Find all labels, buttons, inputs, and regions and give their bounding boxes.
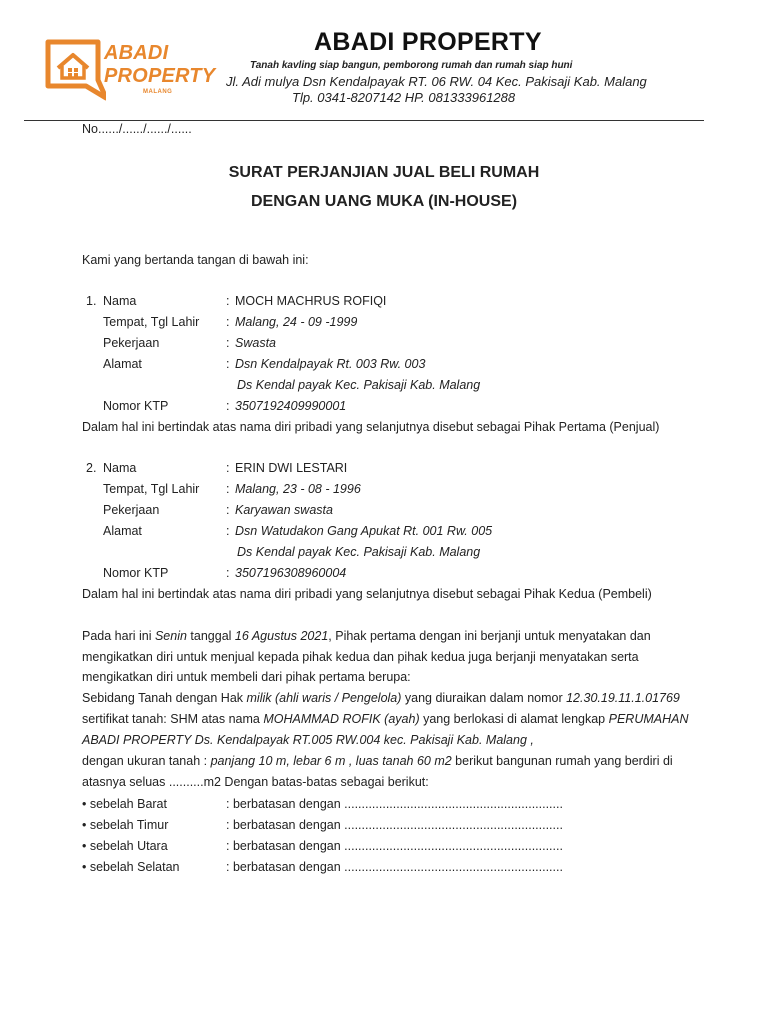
field-colon: : — [226, 336, 230, 350]
header-divider — [24, 120, 704, 121]
field-colon: : — [226, 566, 230, 580]
party-number: 2. — [86, 461, 97, 475]
document-number: No....../....../....../...... — [82, 122, 192, 136]
field-value: Malang, 23 - 08 - 1996 — [235, 482, 361, 496]
border-value: : berbatasan dengan ............................................................... — [226, 860, 563, 874]
intro-text: Kami yang bertanda tangan di bawah ini: — [82, 253, 309, 267]
field-value: Dsn Kendalpayak Rt. 003 Rw. 003 — [235, 357, 426, 371]
field-label: Alamat — [103, 524, 142, 538]
house-icon — [42, 38, 106, 102]
field-label: Nomor KTP — [103, 399, 169, 413]
field-label: Pekerjaan — [103, 503, 160, 517]
logo-subtext: MALANG — [143, 89, 173, 95]
party1-statement: Dalam hal ini bertindak atas nama diri pribadi yang selanjutnya disebut sebagai Pihak Pertama (Penjual) — [82, 420, 660, 434]
field-value: Ds Kendal payak Kec. Pakisaji Kab. Malang — [237, 378, 481, 392]
field-value: 3507192409990001 — [235, 399, 347, 413]
field-label: Tempat, Tgl Lahir — [103, 315, 200, 329]
field-label: Nomor KTP — [103, 566, 169, 580]
field-colon: : — [226, 482, 230, 496]
party2-statement: Dalam hal ini bertindak atas nama diri pribadi yang selanjutnya disebut sebagai Pihak Kedua (Pembeli) — [82, 587, 652, 601]
field-label: Alamat — [103, 357, 142, 371]
field-value: Dsn Watudakon Gang Apukat Rt. 001 Rw. 005 — [235, 524, 493, 538]
border-value: : berbatasan dengan ............................................................... — [226, 839, 563, 853]
field-label: Nama — [103, 294, 137, 308]
body-line: mengikatkan diri untuk membeli dari pihak pertama berupa: — [82, 670, 411, 684]
field-colon: : — [226, 461, 230, 475]
border-label: • sebelah Timur — [82, 818, 169, 832]
border-value: : berbatasan dengan ............................................................... — [226, 797, 563, 811]
border-label: • sebelah Selatan — [82, 860, 180, 874]
company-logo — [42, 38, 222, 102]
field-colon: : — [226, 294, 230, 308]
field-label: Pekerjaan — [103, 336, 160, 350]
body-line: Pada hari ini Senin tanggal 16 Agustus 2021, Pihak pertama dengan ini berjanji untuk menyatakan dan — [82, 629, 651, 643]
company-phone: Tlp. 0341-8207142 HP. 081333961288 — [292, 90, 516, 105]
field-value: Karyawan swasta — [235, 503, 333, 517]
field-label: Nama — [103, 461, 137, 475]
border-label: • sebelah Utara — [82, 839, 168, 853]
field-value: 3507196308960004 — [235, 566, 347, 580]
field-value: Ds Kendal payak Kec. Pakisaji Kab. Malang — [237, 545, 481, 559]
field-colon: : — [226, 357, 230, 371]
border-value: : berbatasan dengan ............................................................... — [226, 818, 563, 832]
body-line: Sebidang Tanah dengan Hak milik (ahli waris / Pengelola) yang diuraikan dalam nomor 12.30.19.11.1.01769 — [82, 691, 680, 705]
body-line: sertifikat tanah: SHM atas nama MOHAMMAD ROFIK (ayah) yang berlokasi di alamat lengkap PERUMAHAN — [82, 712, 689, 726]
company-address: Jl. Adi mulya Dsn Kendalpayak RT. 06 RW. 04 Kec. Pakisaji Kab. Malang — [226, 74, 647, 89]
border-label: • sebelah Barat — [82, 797, 167, 811]
field-colon: : — [226, 315, 230, 329]
field-colon: : — [226, 399, 230, 413]
field-value: ERIN DWI LESTARI — [235, 461, 348, 475]
party-number: 1. — [86, 294, 97, 308]
field-value: Swasta — [235, 336, 276, 350]
body-line: mengikatkan diri untuk menjual kepada pihak kedua dan pihak kedua juga berjanji menyatakan serta — [82, 650, 639, 664]
field-label: Tempat, Tgl Lahir — [103, 482, 200, 496]
field-value: MOCH MACHRUS ROFIQI — [235, 294, 387, 308]
company-tagline: Tanah kavling siap bangun, pemborong rumah dan rumah siap huni — [250, 60, 573, 71]
field-colon: : — [226, 503, 230, 517]
document-title: SURAT PERJANJIAN JUAL BELI RUMAH — [228, 164, 540, 181]
field-colon: : — [226, 524, 230, 538]
document-subtitle: DENGAN UANG MUKA (IN-HOUSE) — [250, 193, 518, 210]
body-line: atasnya seluas ..........m2 Dengan batas-batas sebagai berikut: — [82, 775, 429, 789]
body-line: ABADI PROPERTY Ds. Kendalpayak RT.005 RW.004 kec. Pakisaji Kab. Malang , — [82, 733, 534, 747]
logo-line1: ABADI — [104, 42, 169, 64]
logo-line2: PROPERTY — [104, 65, 216, 87]
company-name: ABADI PROPERTY — [314, 28, 542, 56]
body-line: dengan ukuran tanah : panjang 10 m, lebar 6 m , luas tanah 60 m2 berikut bangunan rumah yang berdiri di — [82, 754, 673, 768]
field-value: Malang, 24 - 09 -1999 — [235, 315, 358, 329]
